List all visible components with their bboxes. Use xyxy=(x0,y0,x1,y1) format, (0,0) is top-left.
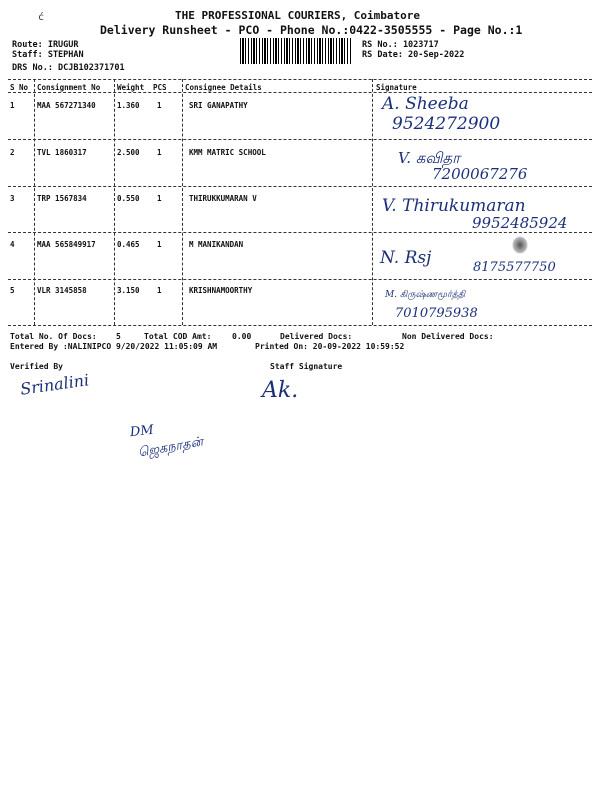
row-divider xyxy=(8,186,592,187)
handwritten-phone: 7200067276 xyxy=(432,165,528,183)
col-sno: S No xyxy=(10,83,29,92)
row-pcs: 1 xyxy=(157,194,162,203)
row-consignment: MAA 567271340 xyxy=(37,101,96,110)
row-weight: 1.360 xyxy=(117,101,140,110)
non-delivered-docs-label: Non Delivered Docs: xyxy=(402,332,494,341)
col-consignee: Consignee Details xyxy=(185,83,262,92)
handwritten-signature: M. கிருஷ்ணமூர்த்தி xyxy=(385,290,466,300)
row-pcs: 1 xyxy=(157,101,162,110)
table-header-rule xyxy=(8,92,592,93)
cod-label: Total COD Amt: xyxy=(144,332,212,341)
staff-signature-label: Staff Signature xyxy=(270,362,343,371)
row-divider xyxy=(8,232,592,233)
total-docs-value: 5 xyxy=(116,332,121,341)
col-weight: Weight xyxy=(117,83,145,92)
total-docs-label: Total No. Of Docs: xyxy=(10,332,97,341)
entered-by: Entered By :NALINIPCO 9/20/2022 11:05:09 AM xyxy=(10,342,218,351)
handwritten-phone: 9524272900 xyxy=(392,114,501,134)
row-sno: 5 xyxy=(10,286,15,295)
handwritten-phone: 9952485924 xyxy=(472,214,568,232)
row-divider xyxy=(8,279,592,280)
verifier-signature: Srinalini xyxy=(19,370,91,399)
table-top-rule xyxy=(8,79,592,80)
handwritten-phone: 8175577750 xyxy=(473,260,556,275)
column-divider xyxy=(34,79,35,325)
corner-mark: ć xyxy=(38,12,45,23)
handwritten-signature: V. Thirukumaran xyxy=(382,196,526,216)
handwritten-phone: 7010795938 xyxy=(395,306,478,321)
row-sno: 2 xyxy=(10,148,15,157)
cod-value: 0.00 xyxy=(232,332,252,341)
row-weight: 0.550 xyxy=(117,194,140,203)
staff-label: Staff: STEPHAN xyxy=(12,50,84,60)
col-signature: Signature xyxy=(376,83,417,92)
table-bottom-rule xyxy=(8,325,592,326)
rs-date: RS Date: 20-Sep-2022 xyxy=(362,50,465,60)
row-sno: 4 xyxy=(10,240,15,249)
row-weight: 2.500 xyxy=(117,148,140,157)
route-label: Route: IRUGUR xyxy=(12,40,79,50)
column-divider xyxy=(372,79,373,325)
printed-on: Printed On: 20-09-2022 10:59:52 xyxy=(255,342,405,351)
handwritten-signature: N. Rsj xyxy=(380,248,432,268)
row-sno: 3 xyxy=(10,194,15,203)
rs-number: RS No.: 1023717 xyxy=(362,40,439,50)
row-consignment: MAA 565849917 xyxy=(37,240,96,249)
ink-smudge xyxy=(512,236,528,254)
row-consignment: TVL 1860317 xyxy=(37,148,87,157)
handwritten-signature: A. Sheeba xyxy=(382,94,469,114)
row-consignment: VLR 3145858 xyxy=(37,286,87,295)
row-consignee: THIRUKKUMARAN V xyxy=(189,194,257,203)
row-pcs: 1 xyxy=(157,240,162,249)
runsheet-title: Delivery Runsheet - PCO - Phone No.:0422-3505555 - Page No.:1 xyxy=(100,23,523,37)
row-pcs: 1 xyxy=(157,148,162,157)
row-consignee: SRI GANAPATHY xyxy=(189,101,248,110)
row-consignee: M MANIKANDAN xyxy=(189,240,244,249)
drs-number: DRS No.: DCJB102371701 xyxy=(12,63,125,73)
handwritten-note: ஜெகநாதன் xyxy=(137,434,205,461)
row-pcs: 1 xyxy=(157,286,162,295)
col-consignment: Consignment No xyxy=(37,83,101,92)
column-divider xyxy=(182,79,183,325)
row-divider xyxy=(8,139,592,140)
delivered-docs-label: Delivered Docs: xyxy=(280,332,353,341)
column-divider xyxy=(114,79,115,325)
handwritten-signature: V. கவிதா xyxy=(398,149,461,167)
handwritten-note: DM xyxy=(129,422,155,441)
col-pcs: PCS xyxy=(153,83,167,92)
row-sno: 1 xyxy=(10,101,15,110)
verified-by-label: Verified By xyxy=(10,362,63,371)
row-consignee: KMM MATRIC SCHOOL xyxy=(189,148,266,157)
barcode xyxy=(240,38,352,64)
staff-signature-scribble: Ak. xyxy=(262,378,299,403)
row-consignee: KRISHNAMOORTHY xyxy=(189,286,253,295)
row-weight: 3.150 xyxy=(117,286,140,295)
row-consignment: TRP 1567834 xyxy=(37,194,87,203)
row-weight: 0.465 xyxy=(117,240,140,249)
company-name: THE PROFESSIONAL COURIERS, Coimbatore xyxy=(175,9,421,22)
